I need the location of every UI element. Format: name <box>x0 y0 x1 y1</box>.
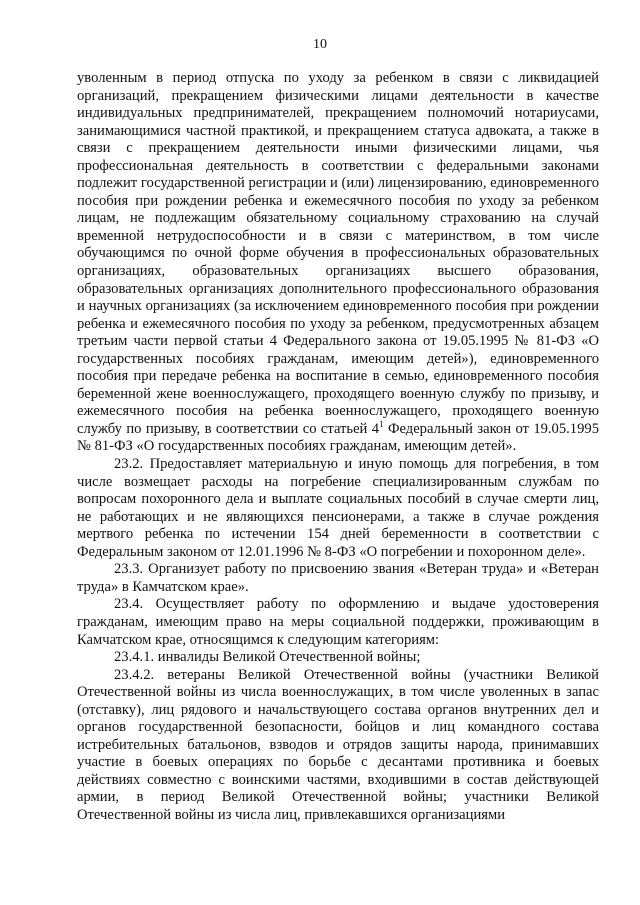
paragraph-benefits-continuation <box>77 70 599 456</box>
page-number: 10 <box>313 37 327 52</box>
paragraph-23-3: 23.3. Организует работу по присвоению звания «Ветеран труда» и «Ветеран труда» в Камчатском крае». <box>77 561 599 595</box>
paragraph-23-2: 23.2. Предоставляет материальную и иную помощь для погребения, в том числе возмещает расходы на погребение специализированным службам по вопросам похоронного дела и выплате социальных пособий в случае смерти лиц, не работающих и не являющихся пенсионерами, а также в случае рождения мертвого ребенка по истечении 154 дней беременности в соответствии с Федеральным законом от 12.01.1996 № 8-ФЗ «О погребении и похоронном деле». <box>77 456 599 560</box>
paragraph-23-4: 23.4. Осуществляет работу по оформлению и выдаче удостоверения гражданам, имеющим право на меры социальной поддержки, проживающим в Камчатском крае, относящимся к следующим категориям: <box>77 596 599 648</box>
paragraph-text: уволенным в период отпуска по уходу за ребенком в связи с ликвидацией организаций, прекращением физическими лицами деятельности в качестве индивидуальных предпринимателей, прекращением полномочий нотариусами, занимающимися частной практикой, и прекращением статуса адвоката, а также в связи с прекращением деятельности иными физическими лицами, чья профессиональная деятельность в соответствии с федеральными законами подлежит государственной регистрации и (или) лицензированию, единовременного пособия при рождении ребенка и ежемесячного пособия по уходу за ребенком лицам, не подлежащим обязательному социальному страхованию на случай временной нетрудоспособности и в связи с материнством, в том числе обучающимся по очной форме обучения в профессиональных образовательных организациях, образовательных организациях высшего образования, образовательных организациях дополнительного профессионального образования и научных организациях (за исключением единовременного пособия при рождении ребенка и ежемесячного пособия по уходу за ребенком, предусмотренных абзацем третьим части первой статьи 4 Федерального закона от 19.05.1995 № 81-ФЗ «О государственных пособиях гражданам, имеющим детей»), единовременного пособия при передаче ребенка на воспитание в семью, единовременного пособия беременной жене военнослужащего, проходящего военную службу по призыву, и ежемесячного пособия на ребенка военнослужащего, проходящего военную службу по призыву, в соответствии со статьей 4 <box>77 70 599 437</box>
paragraph-23-4-2: 23.4.2. ветераны Великой Отечественной войны (участники Великой Отечественной войны из числа военнослужащих, в том числе уволенных в запас (отставку), лиц рядового и начальствующего состава органов внутренних дел и органов государственной безопасности, бойцов и лиц командного состава истребительных батальонов, взводов и отрядов защиты народа, принимавших участие в боевых операциях по борьбе с десантами противника и боевых действиях совместно с воинскими частями, входившими в состав действующей армии, в период Великой Отечественной войны; участники Великой Отечественной войны из числа лиц, привлекавшихся организациями <box>77 666 599 823</box>
paragraph-text-after: Федеральный закон от 19.05.1995 № 81-ФЗ «О государственных пособиях гражданам, имеющим детей». <box>77 420 599 455</box>
article-superscript: 1 <box>379 419 384 430</box>
paragraph-23-4-1: 23.4.1. инвалиды Великой Отечественной войны; <box>114 649 421 666</box>
document-body <box>77 70 599 825</box>
